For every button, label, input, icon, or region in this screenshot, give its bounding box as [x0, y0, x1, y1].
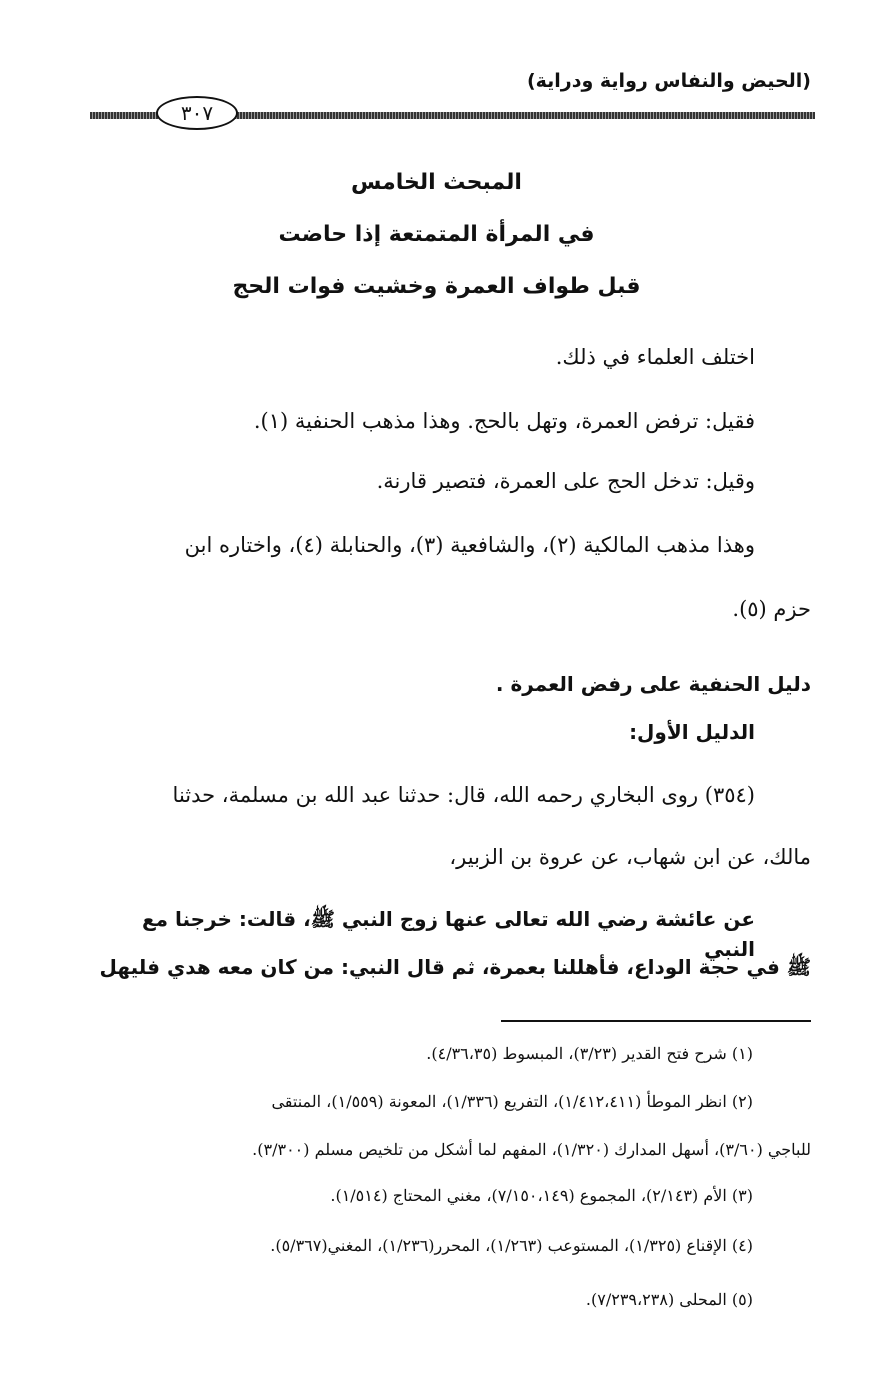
chapter-subtitle-2: قبل طواف العمرة وخشيت فوات الحج: [232, 274, 641, 299]
hadith-chain-line-2: مالك، عن ابن شهاب، عن عروة بن الزبير،: [449, 845, 811, 869]
paragraph-4-line-1: وهذا مذهب المالكية (٢)، والشافعية (٣)، والحنابلة (٤)، واختاره ابن: [184, 533, 755, 557]
hadith-text-line-1: عن عائشة رضي الله تعالى عنها زوج النبي ﷺ، قالت: خرجنا مع النبي: [141, 907, 755, 961]
hadith-text-line-2: ﷺ في حجة الوداع، فأهللنا بعمرة، ثم قال النبي: من كان معه هدي فليهل: [99, 955, 811, 979]
hadith-chain-line-1: (٣٥٤) روى البخاري رحمه الله، قال: حدثنا عبد الله بن مسلمة، حدثنا: [172, 783, 755, 807]
paragraph-4-line-2: حزم (٥).: [732, 597, 811, 621]
footnote-rule: [501, 1020, 811, 1022]
footnote-2-line-1: (٢) انظر الموطأ (١/٤١٢،٤١١)، التفريع (١/٣٣٦)، المعونة (١/٥٥٩)، المنتقى: [271, 1092, 753, 1111]
footnote-5: (٥) المحلى (٧/٢٣٩،٢٣٨).: [585, 1290, 753, 1309]
footnote-4: (٤) الإقناع (١/٣٢٥)، المستوعب (١/٢٦٣)، المحرر(١/٢٣٦)، المغني(٥/٣٦٧).: [270, 1236, 753, 1255]
chapter-title: المبحث الخامس: [351, 170, 522, 195]
footnote-1: (١) شرح فتح القدير (٣/٢٣)، المبسوط (٤/٣٦،٣٥).: [426, 1044, 753, 1063]
paragraph-1: اختلف العلماء في ذلك.: [555, 345, 755, 369]
footnote-2-line-2: للباجي (٣/٦٠)، أسهل المدارك (١/٣٢٠)، المفهم لما أشكل من تلخيص مسلم (٣/٣٠٠).: [252, 1140, 811, 1159]
running-header: (الحيض والنفاس رواية ودراية): [526, 70, 811, 92]
chapter-subtitle-1: في المرأة المتمتعة إذا حاضت: [278, 222, 595, 247]
evidence-title: الدليل الأول:: [629, 720, 755, 744]
page-number: ٣٠٧: [156, 96, 238, 130]
paragraph-2: فقيل: ترفض العمرة، وتهل بالحج. وهذا مذهب الحنفية (١).: [253, 409, 755, 433]
section-heading: دليل الحنفية على رفض العمرة .: [495, 672, 811, 696]
footnote-3: (٣) الأم (٢/١٤٣)، المجموع (٧/١٥٠،١٤٩)، مغني المحتاج (١/٥١٤).: [330, 1186, 753, 1205]
paragraph-3: وقيل: تدخل الحج على العمرة، فتصير قارنة.: [376, 469, 755, 493]
